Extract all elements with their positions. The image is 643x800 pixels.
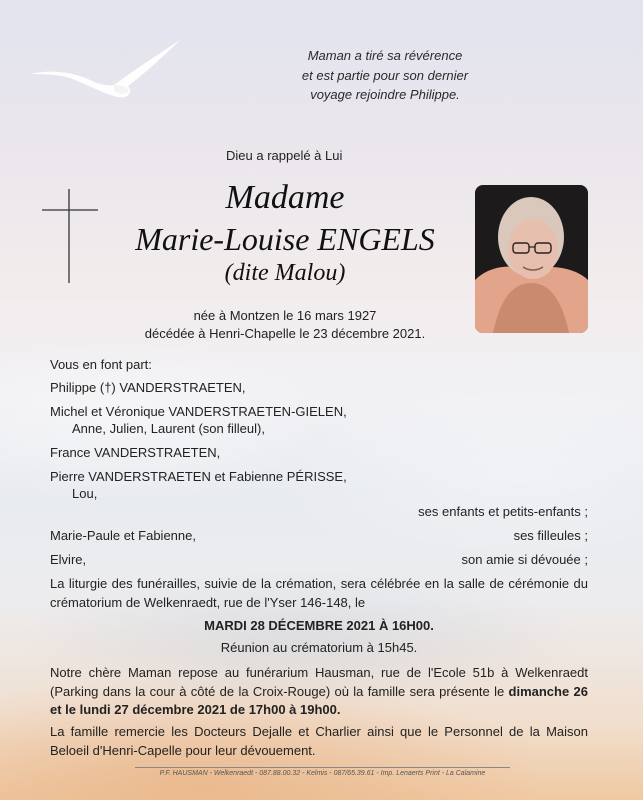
family-line: Elvire, — [50, 552, 87, 567]
family-line: France VANDERSTRAETEN, — [50, 445, 221, 460]
family-intro: Vous en font part: — [50, 357, 152, 372]
opening-quote — [270, 46, 500, 105]
quote-line: et est partie pour son dernier — [301, 67, 469, 83]
relation-label: ses filleules ; — [513, 528, 588, 543]
footer-divider — [135, 767, 510, 768]
family-line: Marie-Paule et Fabienne, — [50, 528, 196, 543]
footer-credits: P.F. HAUSMAN - Welkenraedt - 087.88.00.32 - Kelmis - 087/65.39.61 - Imp. Lenaerts Print - La Calamine — [159, 770, 486, 777]
cross-icon — [42, 189, 98, 283]
deceased-nickname: (dite Malou) — [224, 260, 346, 286]
title-madame: Madame — [225, 179, 345, 216]
family-line: Philippe (†) VANDERSTRAETEN, — [50, 380, 246, 395]
family-line: Michel et Véronique VANDERSTRAETEN-GIELEN, — [50, 404, 347, 419]
ceremony-text: La liturgie des funérailles, suivie de la crémation, sera célébrée en la salle de cérémonie du crématorium de Welkenraedt, rue de l'Yser 146-148, le — [50, 576, 588, 610]
quote-line: Maman a tiré sa révérence — [307, 48, 463, 63]
birth-info: née à Montzen le 16 mars 1927 — [193, 308, 377, 323]
family-line: Anne, Julien, Laurent (son filleul), — [72, 421, 265, 436]
portrait-photo — [475, 185, 588, 333]
family-line: Lou, — [72, 486, 98, 501]
deceased-name: Marie-Louise ENGELS — [135, 221, 435, 257]
death-info: décédée à Henri-Chapelle le 23 décembre 2021. — [144, 326, 426, 341]
seagull-icon — [30, 36, 190, 106]
visitation-dates: dimanche 26 et le lundi 27 décembre 2021 de 17h00 à 19h00. — [50, 683, 588, 717]
quote-line: voyage rejoindre Philippe. — [310, 87, 460, 102]
thanks-text: La famille remercie les Docteurs Dejalle et Charlier ainsi que le Personnel de la Maison Beloeil d'Henri-Capelle pour leur dévouement. — [50, 724, 588, 758]
ceremony-date: MARDI 28 DÉCEMBRE 2021 À 16H00. — [204, 618, 434, 633]
ceremony-meeting: Réunion au crématorium à 15h45. — [220, 640, 418, 655]
relation-label: ses enfants et petits-enfants ; — [418, 504, 588, 519]
family-line: Pierre VANDERSTRAETEN et Fabienne PÉRISSE, — [50, 469, 347, 484]
relation-label: son amie si dévouée ; — [461, 552, 588, 567]
intro-text: Dieu a rappelé à Lui — [226, 148, 343, 163]
visitation-text: Notre chère Maman repose au funérarium Hausman, rue de l'Ecole 51b à Welkenraedt (Parking dans la cour à côté de la Croix-Rouge) où la famille sera présente le dimanche 26 et le lundi 27 décembre 2021 de 17h00 à 19h00. — [50, 665, 588, 717]
